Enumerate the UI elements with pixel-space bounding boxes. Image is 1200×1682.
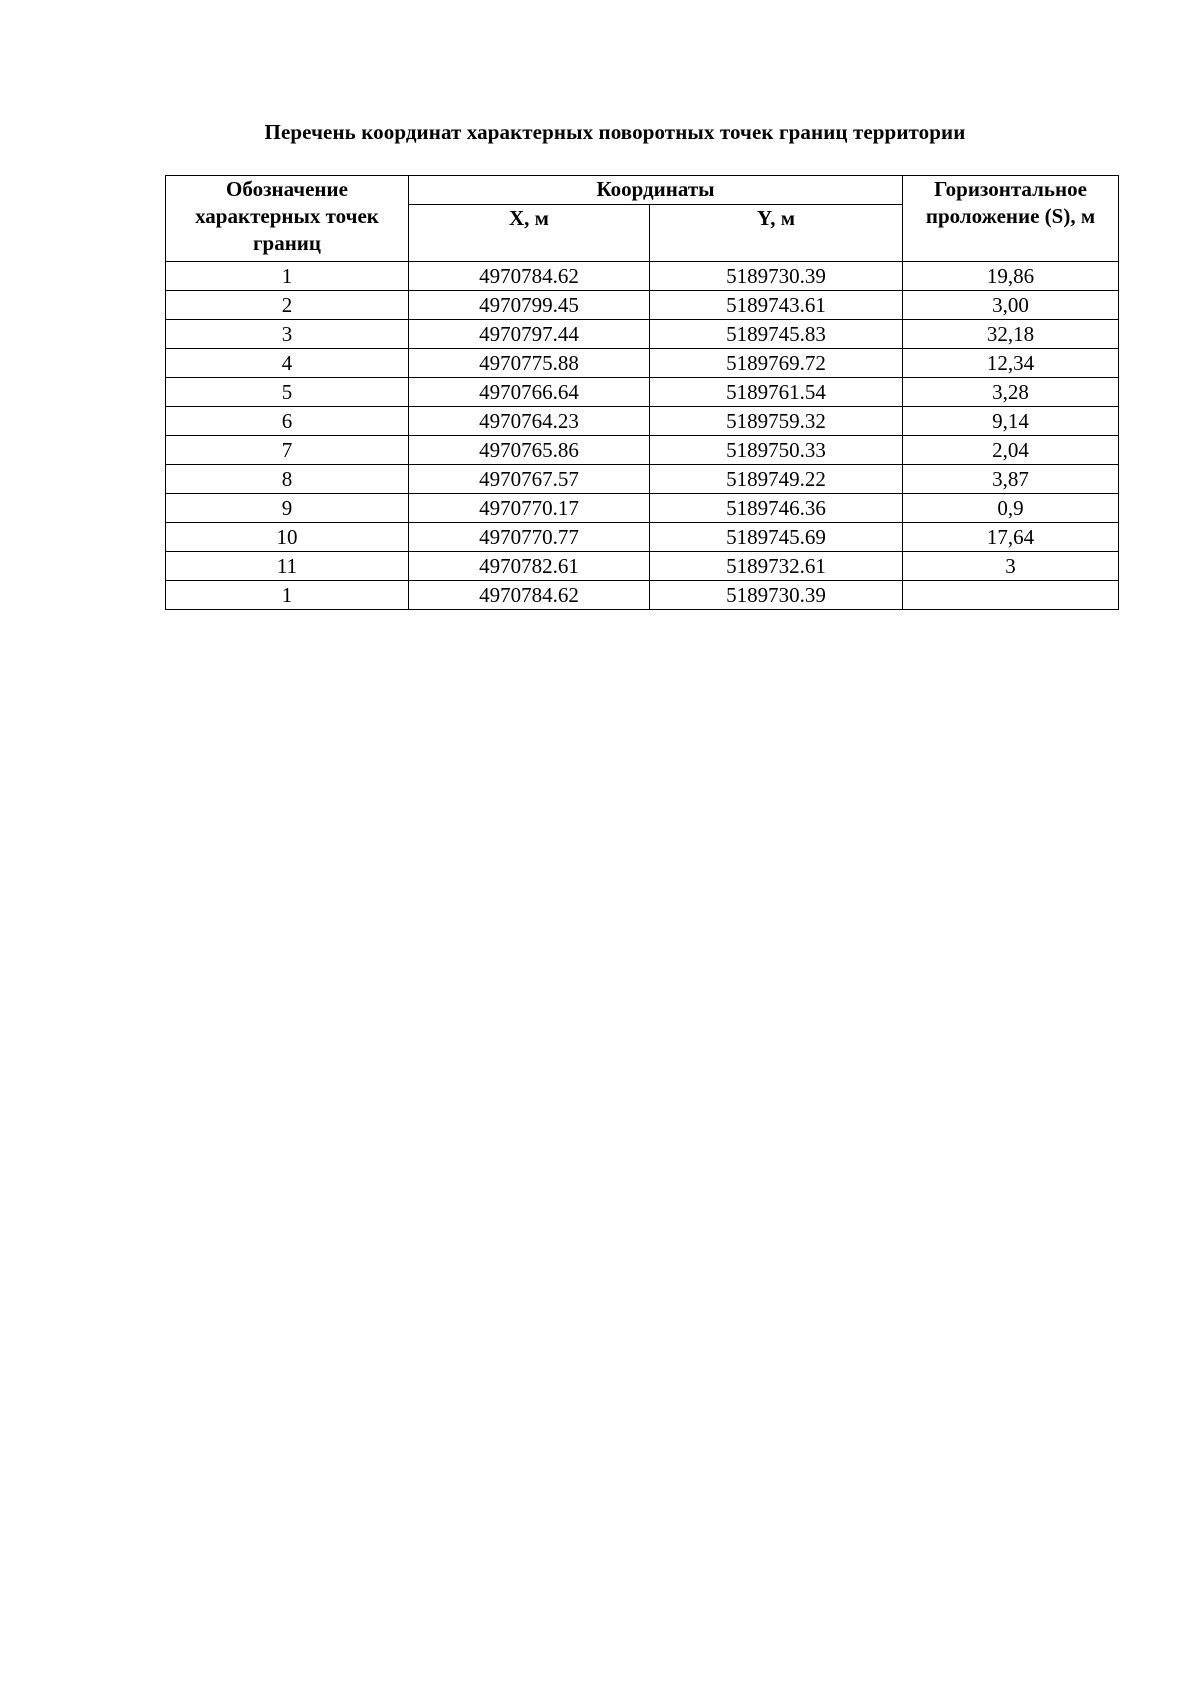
cell-distance: 3,00 <box>903 291 1119 320</box>
table-header <box>166 176 1119 262</box>
table-row <box>166 262 1119 291</box>
cell-distance: 17,64 <box>903 523 1119 552</box>
cell-point: 4 <box>166 349 409 378</box>
table-row <box>166 291 1119 320</box>
table-row <box>166 523 1119 552</box>
page-title: Перечень координат характерных поворотных точек границ территории <box>264 120 966 144</box>
cell-point: 11 <box>166 552 409 581</box>
cell-y: 5189749.22 <box>650 465 903 494</box>
cell-point: 10 <box>166 523 409 552</box>
cell-y: 5189732.61 <box>650 552 903 581</box>
cell-distance <box>903 581 1119 610</box>
cell-x: 4970770.17 <box>409 494 650 523</box>
header-coordinates: Координаты <box>409 176 903 205</box>
cell-distance: 3,28 <box>903 378 1119 407</box>
cell-y: 5189761.54 <box>650 378 903 407</box>
cell-x: 4970784.62 <box>409 262 650 291</box>
cell-y: 5189743.61 <box>650 291 903 320</box>
table-row <box>166 552 1119 581</box>
cell-distance: 9,14 <box>903 407 1119 436</box>
cell-distance: 2,04 <box>903 436 1119 465</box>
coordinates-table <box>165 175 1119 610</box>
cell-x: 4970799.45 <box>409 291 650 320</box>
cell-point: 8 <box>166 465 409 494</box>
cell-distance: 12,34 <box>903 349 1119 378</box>
cell-x: 4970767.57 <box>409 465 650 494</box>
cell-x: 4970770.77 <box>409 523 650 552</box>
cell-x: 4970766.64 <box>409 378 650 407</box>
cell-y: 5189750.33 <box>650 436 903 465</box>
table-row <box>166 465 1119 494</box>
cell-y: 5189759.32 <box>650 407 903 436</box>
cell-point: 1 <box>166 581 409 610</box>
cell-point: 5 <box>166 378 409 407</box>
cell-y: 5189745.83 <box>650 320 903 349</box>
cell-point: 7 <box>166 436 409 465</box>
table-row <box>166 320 1119 349</box>
table-row <box>166 407 1119 436</box>
cell-y: 5189746.36 <box>650 494 903 523</box>
table-row <box>166 581 1119 610</box>
cell-x: 4970764.23 <box>409 407 650 436</box>
cell-point: 9 <box>166 494 409 523</box>
cell-distance: 3,87 <box>903 465 1119 494</box>
cell-distance: 0,9 <box>903 494 1119 523</box>
table-row <box>166 436 1119 465</box>
cell-x: 4970765.86 <box>409 436 650 465</box>
cell-x: 4970782.61 <box>409 552 650 581</box>
header-horizontal-distance: Горизонтальное проложение (S), м <box>903 176 1119 262</box>
cell-y: 5189730.39 <box>650 581 903 610</box>
table-body <box>166 262 1119 610</box>
cell-y: 5189730.39 <box>650 262 903 291</box>
table-row <box>166 349 1119 378</box>
cell-x: 4970784.62 <box>409 581 650 610</box>
cell-distance: 3 <box>903 552 1119 581</box>
header-point-designation: Обозначение характерных точек границ <box>166 176 409 262</box>
cell-x: 4970797.44 <box>409 320 650 349</box>
header-y: Y, м <box>650 205 903 262</box>
table-row <box>166 378 1119 407</box>
cell-point: 3 <box>166 320 409 349</box>
cell-point: 1 <box>166 262 409 291</box>
table-row <box>166 494 1119 523</box>
cell-distance: 19,86 <box>903 262 1119 291</box>
cell-x: 4970775.88 <box>409 349 650 378</box>
cell-distance: 32,18 <box>903 320 1119 349</box>
cell-point: 2 <box>166 291 409 320</box>
cell-point: 6 <box>166 407 409 436</box>
cell-y: 5189769.72 <box>650 349 903 378</box>
header-x: X, м <box>409 205 650 262</box>
cell-y: 5189745.69 <box>650 523 903 552</box>
